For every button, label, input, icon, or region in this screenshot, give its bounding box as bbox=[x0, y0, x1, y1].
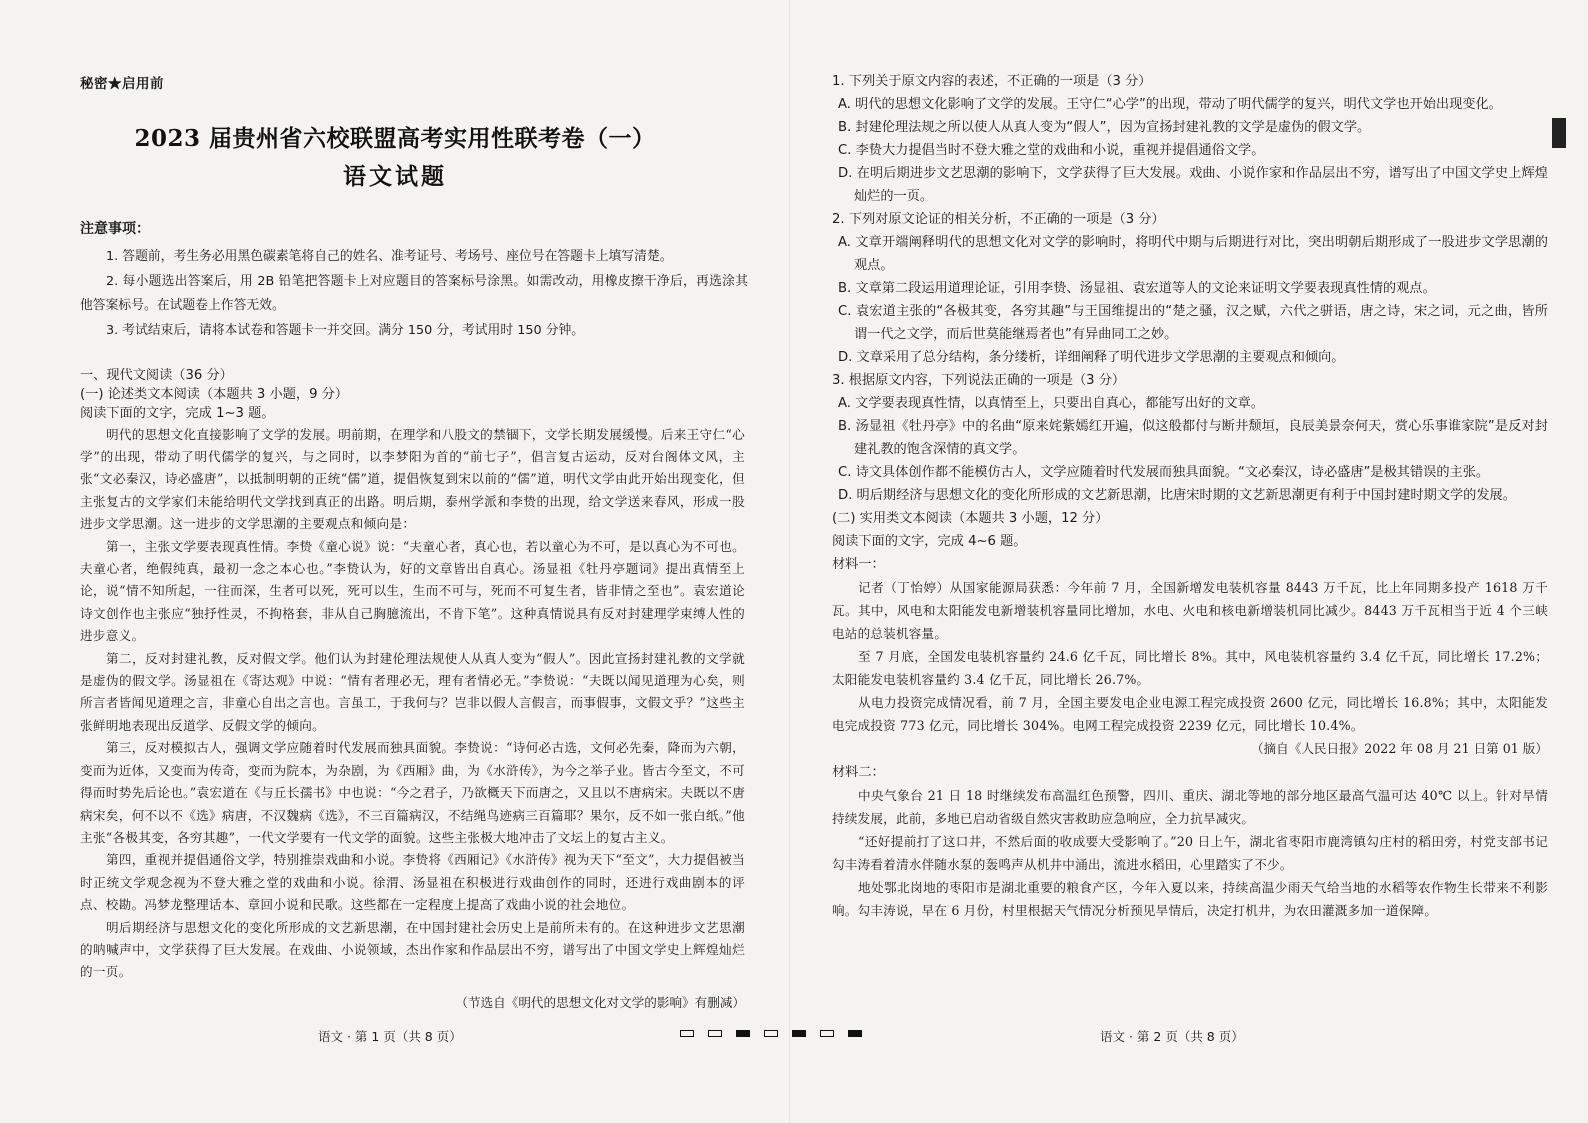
left-page bbox=[0, 0, 790, 1123]
subject-title: 语文试题 bbox=[343, 163, 447, 190]
question-3: 3. 根据原文内容，下列说法正确的一项是（3 分） bbox=[832, 373, 1126, 388]
notice-item: 1. 答题前，考生务必用黑色碳素笔将自己的姓名、准考证号、考场号、座位号在答题卡上填写清楚。 bbox=[106, 249, 673, 264]
material-1-source: （摘自《人民日报》2022 年 08 月 21 日第 01 版） bbox=[1250, 741, 1548, 756]
reading-section bbox=[80, 366, 745, 1016]
right-page bbox=[790, 0, 1588, 1123]
instruction: 阅读下面的文字，完成 1~3 题。 bbox=[80, 406, 275, 422]
subsection-2-title: (二) 实用类文本阅读（本题共 3 小题，12 分） bbox=[832, 511, 1109, 526]
q1-option: A. 明代的思想文化影响了文学的发展。王守仁“心学”的出现，带动了明代儒学的复兴，明代文学也开始出现变化。 bbox=[838, 97, 1502, 112]
page-footer: 语文 · 第 1 页（共 8 页） bbox=[318, 1029, 462, 1044]
q2-option: A. 文章开端阐释明代的思想文化对文学的影响时，将明代中期与后期进行对比，突出明朝后期形成了一股进步文学思潮的观点。 bbox=[838, 235, 1548, 273]
article-paragraph: 第四，重视并提倡通俗文学，特别推崇戏曲和小说。李贽将《西厢记》《水浒传》视为天下“至文”，大力提倡被当时正统文学观念视为不登大雅之堂的戏曲和小说。徐渭、汤显祖在积极进行戏曲创作的同时，还进行戏曲剧本的评点、校勘。冯梦龙整理话本、章回小说和民歌。这些都在一定程度上提高了戏曲小说的社会地位。 bbox=[80, 852, 745, 913]
material-paragraph: 中央气象台 21 日 18 时继续发布高温红色预警，四川、重庆、湖北等地的部分地区最高气温可达 40℃ 以上。针对旱情持续发展，此前，多地已启动省级自然灾害救助应急响应，全力抗旱减灾。 bbox=[832, 788, 1548, 826]
subsection-2-instruction: 阅读下面的文字，完成 4~6 题。 bbox=[832, 534, 1027, 549]
material-1-label: 材料一： bbox=[832, 557, 885, 572]
edge-tab-mark bbox=[1552, 118, 1566, 148]
page-footer: 语文 · 第 2 页（共 8 页） bbox=[1100, 1029, 1244, 1044]
article-source: （节选自《明代的思想文化对文学的影响》有删减） bbox=[455, 994, 745, 1010]
subsection-title: (一) 论述类文本阅读（本题共 3 小题，9 分） bbox=[80, 387, 349, 403]
q2-option: C. 袁宏道主张的“各极其变，各穷其趣”与王国维提出的“楚之骚，汉之赋，六代之骈语，唐之诗，宋之词，元之曲，皆所谓一代之文学，而后世莫能继焉者也”有异曲同工之妙。 bbox=[838, 304, 1548, 342]
material-paragraph: 记者（丁怡婷）从国家能源局获悉：今年前 7 月，全国新增发电装机容量 8443 万千瓦，比上年同期多投产 1618 万千瓦。其中，风电和太阳能发电新增装机容量同比增加，水电、火电和核电新增装机同比减少。8443 万千瓦相当于近 4 个三峡电站的总装机容量。 bbox=[832, 580, 1548, 641]
question-2: 2. 下列对原文论证的相关分析，不正确的一项是（3 分） bbox=[832, 212, 1165, 227]
article-paragraph: 第二，反对封建礼教，反对假文学。他们认为封建伦理法规使人从真人变为“假人”。因此宣扬封建礼教的文学就是虚伪的假文学。汤显祖在《寄达观》中说：“情有者理必无，理有者情必无。”李贽说：“夫既以闻见道理为心矣，则所言者皆闻见道理之言，非童心自出之言也。言虽工，于我何与？岂非以假人言假言，而事假事，文假文乎？”这些主张鲜明地表现出反道学、反假文学的倾向。 bbox=[80, 650, 745, 733]
article-paragraph: 第三，反对模拟古人，强调文学应随着时代发展而独具面貌。李贽说：“诗何必古选，文何必先秦，降而为六朝，变而为近体，又变而为传奇，变而为院本，为杂剧，为《西厢》曲，为《水浒传》，为今之举子业。皆古今至文，不可得而时势先后论也。”袁宏道在《与丘长孺书》中也说：“今之君子，乃欲概天下而唐之，又且以不唐病宋。夫既以不唐病宋矣，何不以不《选》病唐，不汉魏病《选》，不三百篇病汉，不结绳鸟迹病三百篇耶？果尔，反不如一张白纸。”他主张“各极其变，各穷其趣”，一代文学要有一代文学的面貌。这些主张极大地冲击了文坛上的复古主义。 bbox=[80, 740, 745, 845]
article-paragraph: 明代的思想文化直接影响了文学的发展。明前期，在理学和八股文的禁锢下，文学长期发展缓慢。后来王守仁“心学”的出现，带动了明代儒学的复兴，与之同时，以李梦阳为首的“前七子”，倡言复古运动，反对台阁体文风，主张“文必秦汉，诗必盛唐”，以抵制明朝的正统“儒”道，提倡恢复到宋以前的“儒”道，明代文学由此开始出现变化，但主张复古的文学家们未能给明代文学找到真正的出路。明后期，泰州学派和李贽的出现，给文学送来春风，形成一股进步文学思潮。这一进步的文学思潮的主要观点和倾向是： bbox=[80, 426, 745, 532]
notice-item: 3. 考试结束后，请将本试卷和答题卡一并交回。满分 150 分，考试用时 150 分钟。 bbox=[106, 322, 585, 338]
section-title: 一、现代文阅读（36 分） bbox=[80, 368, 233, 383]
q3-option: C. 诗文具体创作都不能模仿古人，文学应随着时代发展而独具面貌。“文必秦汉，诗必盛唐”是极其错误的主张。 bbox=[838, 465, 1490, 480]
q1-option: C. 李贽大力提倡当时不登大雅之堂的戏曲和小说，重视并提倡通俗文学。 bbox=[838, 143, 1265, 158]
material-paragraph: 至 7 月底，全国发电装机容量约 24.6 亿千瓦，同比增长 8%。其中，风电装机容量约 3.4 亿千瓦，同比增长 17.2%；太阳能发电装机容量约 3.4 亿千瓦，同比增长 26.7%。 bbox=[832, 649, 1548, 687]
alignment-mark bbox=[764, 1030, 778, 1037]
q3-option: B. 汤显祖《牡丹亭》中的名曲“原来姹紫嫣红开遍，似这般都付与断井颓垣，良辰美景奈何天，赏心乐事谁家院”是反对封建礼教的饱含深情的真文学。 bbox=[838, 419, 1548, 457]
notice-title: 注意事项： bbox=[80, 221, 150, 237]
material-2-label: 材料二： bbox=[832, 765, 885, 780]
alignment-mark bbox=[680, 1030, 694, 1037]
material-paragraph: “还好提前打了这口井，不然后面的收成要大受影响了。”20 日上午，湖北省枣阳市鹿湾镇勾庄村的稻田旁，村党支部书记勾丰涛看着清水伴随水泵的轰鸣声从机井中涌出，流进水稻田，心里踏实了不少。 bbox=[832, 834, 1548, 872]
questions-block bbox=[832, 70, 1548, 922]
q1-option: B. 封建伦理法规之所以使人从真人变为“假人”，因为宣扬封建礼教的文学是虚伪的假文学。 bbox=[838, 120, 1371, 135]
notice-block bbox=[80, 218, 748, 343]
exam-title: 2023 届贵州省六校联盟高考实用性联考卷（一） bbox=[134, 125, 656, 152]
article-paragraph: 第一，主张文学要表现真性情。李贽《童心说》说：“夫童心者，真心也，若以童心为不可，是以真心为不可也。夫童心者，绝假纯真，最初一念之本心也。”李贽认为，好的文章皆出自真心。汤显祖《牡丹亭题词》提出真情至上论，说“情不知所起，一往而深，生者可以死，死可以生，生而不可与，死而不可复生者，皆非情之至也”。袁宏道论诗文创作也主张应“独抒性灵，不拘格套，非从自己胸臆流出，不肯下笔”。这种真情说具有反对封建理学束缚人性的进步意义。 bbox=[80, 538, 745, 644]
alignment-mark bbox=[708, 1030, 722, 1037]
secret-label: 秘密★启用前 bbox=[80, 76, 164, 92]
material-paragraph: 地处鄂北岗地的枣阳市是湖北重要的粮食产区，今年入夏以来，持续高温少雨天气给当地的水稻等农作物生长带来不利影响。勾丰涛说，早在 6 月份，村里根据天气情况分析预见旱情后，决定打机井，为农田灌溉多加一道保障。 bbox=[832, 880, 1548, 918]
q2-option: B. 文章第二段运用道理论证，引用李贽、汤显祖、袁宏道等人的文论来证明文学要表现真性情的观点。 bbox=[838, 281, 1436, 296]
alignment-mark bbox=[736, 1030, 750, 1037]
q3-option: A. 文学要表现真性情，以真情至上，只要出自真心，都能写出好的文章。 bbox=[838, 396, 1264, 411]
q3-option: D. 明后期经济与思想文化的变化所形成的文艺新思潮，比唐宋时期的文艺新思潮更有利于中国封建时期文学的发展。 bbox=[838, 488, 1516, 503]
question-1: 1. 下列关于原文内容的表述，不正确的一项是（3 分） bbox=[832, 74, 1152, 89]
q1-option: D. 在明后期进步文艺思潮的影响下，文学获得了巨大发展。戏曲、小说作家和作品层出不穷，谱写出了中国文学史上辉煌灿烂的一页。 bbox=[838, 166, 1548, 204]
notice-item: 2. 每小题选出答案后，用 2B 铅笔把答题卡上对应题目的答案标号涂黑。如需改动，用橡皮擦干净后，再选涂其他答案标号。在试题卷上作答无效。 bbox=[80, 273, 748, 313]
q2-option: D. 文章采用了总分结构，条分缕析，详细阐释了明代进步文学思潮的主要观点和倾向。 bbox=[838, 350, 1345, 365]
article-paragraph: 明后期经济与思想文化的变化所形成的文艺新思潮，在中国封建社会历史上是前所未有的。在这种进步文艺思潮的呐喊声中，文学获得了巨大发展。在戏曲、小说领域，杰出作家和作品层出不穷，谱写出了中国文学史上辉煌灿烂的一页。 bbox=[80, 919, 745, 980]
material-paragraph: 从电力投资完成情况看，前 7 月，全国主要发电企业电源工程完成投资 2600 亿元，同比增长 16.8%；其中，太阳能发电完成投资 773 亿元，同比增长 304%。电网工程完成投资 2239 亿元，同比增长 10.4%。 bbox=[832, 695, 1548, 733]
